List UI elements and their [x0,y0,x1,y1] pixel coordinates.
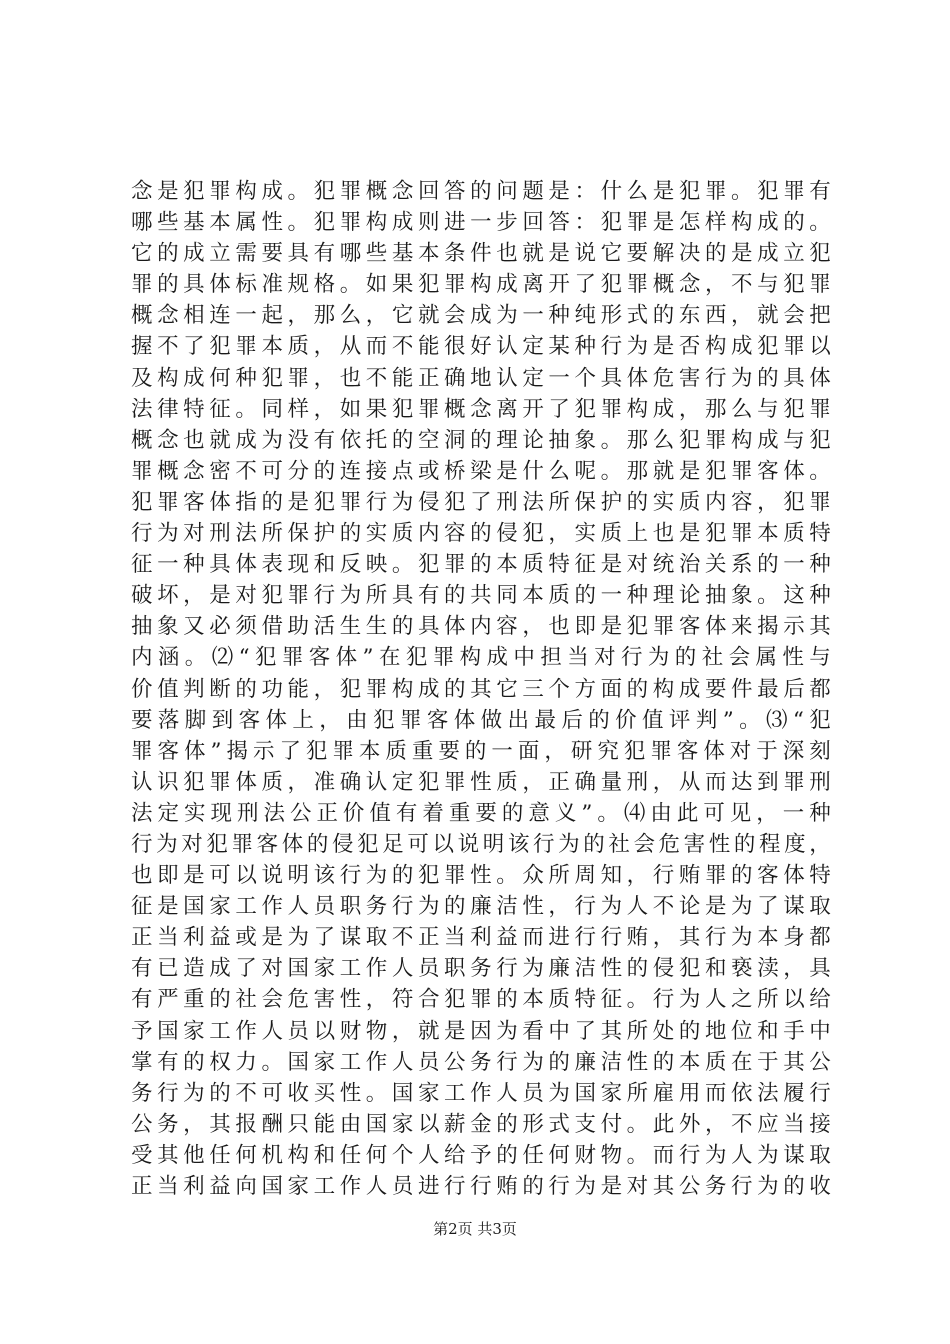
text-line: 正当利益或是为了谋取不正当利益而进行行贿，其行为本身都 [131,925,831,951]
text-line: 要落脚到客体上，由犯罪客体做出最后的价值评判”。⑶“犯 [131,707,831,733]
text-line: 握不了犯罪本质，从而不能很好认定某种行为是否构成犯罪以 [131,334,831,360]
page-footer: 第2页 共3页 [433,1220,517,1238]
text-line: 公务，其报酬只能由国家以薪金的形式支付。此外，不应当接 [131,1111,831,1137]
text-line: 受其他任何机构和任何个人给予的任何财物。而行为人为谋取 [131,1142,831,1168]
text-line: 行为对犯罪客体的侵犯足可以说明该行为的社会危害性的程度， [131,831,831,857]
text-line: 征是国家工作人员职务行为的廉洁性，行为人不论是为了谋取 [131,894,831,920]
text-line: 罪的具体标准规格。如果犯罪构成离开了犯罪概念，不与犯罪 [131,272,831,298]
text-line: 抽象又必须借助活生生的具体内容，也即是犯罪客体来揭示其 [131,614,831,640]
text-line: 内涵。⑵“犯罪客体”在犯罪构成中担当对行为的社会属性与 [131,645,831,671]
text-line: 哪些基本属性。犯罪构成则进一步回答：犯罪是怎样构成的。 [131,210,831,236]
text-line: 罪客体”揭示了犯罪本质重要的一面，研究犯罪客体对于深刻 [131,738,831,764]
text-line: 破坏，是对犯罪行为所具有的共同本质的一种理论抽象。这种 [131,583,831,609]
text-line: 务行为的不可收买性。国家工作人员为国家所雇用而依法履行 [131,1080,831,1106]
text-line: 价值判断的功能，犯罪构成的其它三个方面的构成要件最后都 [131,676,831,702]
text-line: 概念相连一起，那么，它就会成为一种纯形式的东西，就会把 [131,303,831,329]
text-line: 法定实现刑法公正价值有着重要的意义”。⑷由此可见，一种 [131,800,831,826]
text-line: 予国家工作人员以财物，就是因为看中了其所处的地位和手中 [131,1018,831,1044]
text-line: 念是犯罪构成。犯罪概念回答的问题是：什么是犯罪。犯罪有 [131,179,831,204]
body-text [131,176,831,1202]
text-line: 它的成立需要具有哪些基本条件也就是说它要解决的是成立犯 [131,241,831,267]
text-line: 行为对刑法所保护的实质内容的侵犯，实质上也是犯罪本质特 [131,521,831,547]
text-line: 也即是可以说明该行为的犯罪性。众所周知，行贿罪的客体特 [131,863,831,889]
text-line: 犯罪客体指的是犯罪行为侵犯了刑法所保护的实质内容，犯罪 [131,489,831,515]
text-line: 正当利益向国家工作人员进行行贿的行为是对其公务行为的收 [131,1174,831,1199]
text-line: 掌有的权力。国家工作人员公务行为的廉洁性的本质在于其公 [131,1049,831,1075]
text-line: 法律特征。同样，如果犯罪概念离开了犯罪构成，那么与犯罪 [131,396,831,422]
text-line: 征一种具体表现和反映。犯罪的本质特征是对统治关系的一种 [131,552,831,578]
text-line: 认识犯罪体质，准确认定犯罪性质，正确量刑，从而达到罪刑 [131,769,831,795]
text-line: 有严重的社会危害性，符合犯罪的本质特征。行为人之所以给 [131,987,831,1013]
text-line: 及构成何种犯罪，也不能正确地认定一个具体危害行为的具体 [131,365,831,391]
text-line: 有已造成了对国家工作人员职务行为廉洁性的侵犯和亵渎，具 [131,956,831,982]
text-line: 罪概念密不可分的连接点或桥梁是什么呢。那就是犯罪客体。 [131,458,831,484]
text-line: 概念也就成为没有依托的空洞的理论抽象。那么犯罪构成与犯 [131,427,831,453]
